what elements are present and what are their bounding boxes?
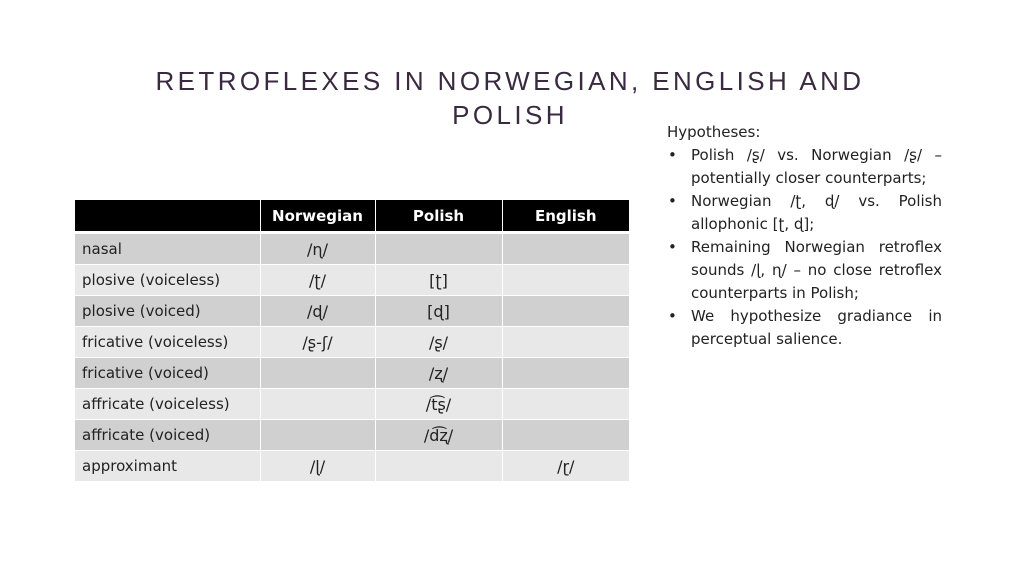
cell-english	[502, 296, 629, 327]
list-item	[667, 236, 942, 305]
hypothesis-text: Remaining Norwegian retroflex sounds /ɭ, ɳ/ – no close retroflex counterparts in Polish;	[691, 238, 942, 302]
bullet-icon: •	[668, 192, 677, 210]
hypotheses-heading: Hypotheses:	[667, 123, 761, 141]
header-polish: Polish	[375, 200, 502, 233]
table-row	[75, 296, 629, 327]
cell-english	[502, 233, 629, 265]
list-item	[667, 144, 942, 190]
bullet-icon: •	[668, 238, 677, 256]
row-label: affricate (voiceless)	[75, 389, 260, 420]
slide-title: RETROFLEXES IN NORWEGIAN, ENGLISH AND POLISH	[155, 66, 865, 130]
header-corner	[75, 200, 260, 233]
cell-norwegian: /ʈ/	[260, 265, 375, 296]
table-row	[75, 420, 629, 451]
row-label: fricative (voiced)	[75, 358, 260, 389]
row-label: plosive (voiced)	[75, 296, 260, 327]
row-label: nasal	[75, 233, 260, 265]
cell-norwegian: /ɳ/	[260, 233, 375, 265]
cell-norwegian	[260, 420, 375, 451]
cell-polish	[375, 233, 502, 265]
cell-polish: [ɖ]	[375, 296, 502, 327]
cell-norwegian	[260, 389, 375, 420]
table-row	[75, 265, 629, 296]
cell-polish: /t͡ʂ/	[375, 389, 502, 420]
retroflex-table	[75, 200, 629, 482]
cell-norwegian	[260, 358, 375, 389]
cell-english: /ɽ/	[502, 451, 629, 482]
cell-english	[502, 327, 629, 358]
cell-polish: /d͡ʐ/	[375, 420, 502, 451]
header-norwegian: Norwegian	[260, 200, 375, 233]
hypothesis-text: Norwegian /ʈ, ɖ/ vs. Polish allophonic [ʈ, ɖ];	[691, 192, 942, 233]
row-label: affricate (voiced)	[75, 420, 260, 451]
bullet-icon: •	[668, 307, 677, 325]
hypothesis-text: Polish /ʂ/ vs. Norwegian /ʂ/ – potentially closer counterparts;	[691, 146, 942, 187]
cell-norwegian: /ʂ-ʃ/	[260, 327, 375, 358]
hypotheses-panel	[667, 121, 942, 351]
table-row	[75, 451, 629, 482]
list-item	[667, 190, 942, 236]
header-english: English	[502, 200, 629, 233]
table-row	[75, 358, 629, 389]
table-row	[75, 327, 629, 358]
cell-english	[502, 358, 629, 389]
cell-norwegian: /ɭ/	[260, 451, 375, 482]
bullet-icon: •	[668, 146, 677, 164]
row-label: plosive (voiceless)	[75, 265, 260, 296]
hypothesis-text: We hypothesize gradiance in perceptual salience.	[691, 307, 942, 348]
cell-english	[502, 389, 629, 420]
row-label: approximant	[75, 451, 260, 482]
cell-polish	[375, 451, 502, 482]
table-row	[75, 233, 629, 265]
cell-english	[502, 265, 629, 296]
table-row	[75, 389, 629, 420]
table-header-row	[75, 200, 629, 233]
cell-english	[502, 420, 629, 451]
cell-polish: [ʈ]	[375, 265, 502, 296]
hypotheses-list	[667, 144, 942, 351]
row-label: fricative (voiceless)	[75, 327, 260, 358]
cell-polish: /ʐ/	[375, 358, 502, 389]
list-item	[667, 305, 942, 351]
cell-norwegian: /ɖ/	[260, 296, 375, 327]
cell-polish: /ʂ/	[375, 327, 502, 358]
